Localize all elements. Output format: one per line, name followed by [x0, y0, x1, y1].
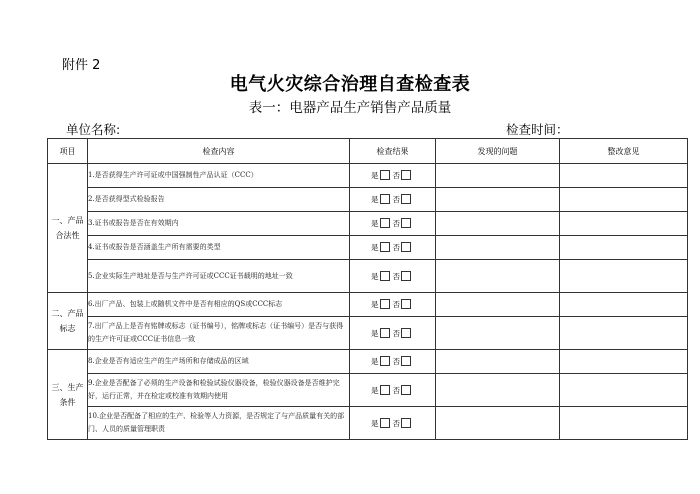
issues-cell[interactable]: [436, 164, 560, 188]
yes-checkbox[interactable]: [380, 242, 390, 252]
issues-cell[interactable]: [436, 293, 560, 317]
category-cell: 三、生产条件: [48, 350, 88, 440]
table-subtitle: 表一：电器产品生产销售产品质量: [248, 100, 452, 116]
category-cell: 二、产品标志: [48, 293, 88, 350]
no-checkbox[interactable]: [401, 328, 411, 338]
check-result[interactable]: 是 否: [350, 188, 436, 212]
table-row: [48, 407, 688, 440]
no-checkbox[interactable]: [401, 218, 411, 228]
table-row: [48, 212, 688, 236]
table-header-row: [48, 139, 688, 164]
check-result[interactable]: 是 否: [350, 407, 436, 440]
no-checkbox[interactable]: [401, 385, 411, 395]
issues-cell[interactable]: [436, 317, 560, 350]
check-result[interactable]: 是 否: [350, 212, 436, 236]
column-header: 项目: [48, 139, 88, 164]
issues-cell[interactable]: [436, 350, 560, 374]
attachment-label: 附件 2: [62, 58, 101, 73]
checklist-table: [47, 138, 688, 440]
check-item: 10.企业是否配备了相应的生产、检验等人力资源，是否规定了与产品质量有关的部门、人员的质量管理职责: [88, 407, 350, 440]
no-checkbox[interactable]: [401, 194, 411, 204]
check-item: 1.是否获得生产许可证或中国强制性产品认证（CCC）: [88, 164, 350, 188]
check-item: 9.企业是否配备了必须的生产设备和检验试验仪器设备，检验仪器设备是否维护完好，运行正常，并在检定或校准有效期内使用: [88, 374, 350, 407]
column-header: 整改意见: [560, 139, 688, 164]
rectification-cell[interactable]: [560, 164, 688, 188]
no-checkbox[interactable]: [401, 170, 411, 180]
rectification-cell[interactable]: [560, 293, 688, 317]
check-result[interactable]: 是 否: [350, 260, 436, 293]
table-row: [48, 350, 688, 374]
table-row: [48, 236, 688, 260]
check-result[interactable]: 是 否: [350, 374, 436, 407]
yes-checkbox[interactable]: [380, 356, 390, 366]
rectification-cell[interactable]: [560, 236, 688, 260]
no-checkbox[interactable]: [401, 242, 411, 252]
no-checkbox[interactable]: [401, 418, 411, 428]
rectification-cell[interactable]: [560, 407, 688, 440]
issues-cell[interactable]: [436, 236, 560, 260]
check-item: 6.出厂产品、包装上或随机文件中是否有相应的QS或CCC标志: [88, 293, 350, 317]
yes-checkbox[interactable]: [380, 194, 390, 204]
table-row: [48, 317, 688, 350]
yes-checkbox[interactable]: [380, 328, 390, 338]
rectification-cell[interactable]: [560, 374, 688, 407]
yes-checkbox[interactable]: [380, 170, 390, 180]
yes-checkbox[interactable]: [380, 418, 390, 428]
issues-cell[interactable]: [436, 374, 560, 407]
unit-name-label: 单位名称:: [66, 122, 121, 137]
column-header: 检查内容: [88, 139, 350, 164]
issues-cell[interactable]: [436, 407, 560, 440]
yes-checkbox[interactable]: [380, 271, 390, 281]
no-checkbox[interactable]: [401, 299, 411, 309]
no-checkbox[interactable]: [401, 271, 411, 281]
check-item: 8.企业是否有适应生产的生产场所和存储成品的区域: [88, 350, 350, 374]
column-header: 发现的问题: [436, 139, 560, 164]
table-row: [48, 260, 688, 293]
rectification-cell[interactable]: [560, 317, 688, 350]
yes-checkbox[interactable]: [380, 218, 390, 228]
page-title: 电气火灾综合治理自查检查表: [229, 74, 471, 95]
table-row: [48, 164, 688, 188]
issues-cell[interactable]: [436, 212, 560, 236]
rectification-cell[interactable]: [560, 212, 688, 236]
issues-cell[interactable]: [436, 260, 560, 293]
column-header: 检查结果: [350, 139, 436, 164]
rectification-cell[interactable]: [560, 188, 688, 212]
yes-checkbox[interactable]: [380, 299, 390, 309]
table-row: [48, 374, 688, 407]
check-item: 4.证书或报告是否涵盖生产所有需要的类型: [88, 236, 350, 260]
table-row: [48, 293, 688, 317]
rectification-cell[interactable]: [560, 350, 688, 374]
check-item: 7.出厂产品上是否有铭牌或标志（证书编号），铭牌或标志（证书编号）是否与获得的生产许可证或CCC证书信息一致: [88, 317, 350, 350]
no-checkbox[interactable]: [401, 356, 411, 366]
check-result[interactable]: 是 否: [350, 236, 436, 260]
check-item: 3.证书或报告是否在有效期内: [88, 212, 350, 236]
rectification-cell[interactable]: [560, 260, 688, 293]
table-row: [48, 188, 688, 212]
check-result[interactable]: 是 否: [350, 293, 436, 317]
check-result[interactable]: 是 否: [350, 350, 436, 374]
category-cell: 一、产品合法性: [48, 164, 88, 293]
issues-cell[interactable]: [436, 188, 560, 212]
inspection-date-label: 检查时间：: [506, 122, 569, 137]
check-item: 2.是否获得型式检验报告: [88, 188, 350, 212]
check-result[interactable]: 是 否: [350, 164, 436, 188]
yes-checkbox[interactable]: [380, 385, 390, 395]
check-item: 5.企业实际生产地址是否与生产许可证或CCC证书载明的地址一致: [88, 260, 350, 293]
check-result[interactable]: 是 否: [350, 317, 436, 350]
